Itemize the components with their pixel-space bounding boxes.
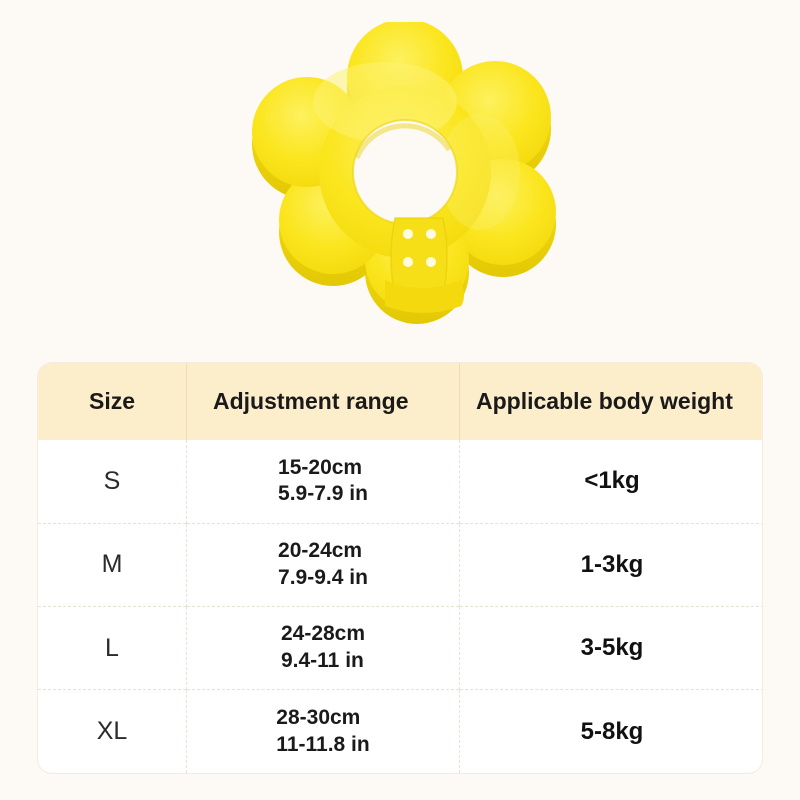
cell-size: M	[38, 523, 187, 606]
size-chart-table-container	[38, 363, 762, 773]
cell-range-in: 9.4-11 in	[280, 649, 364, 673]
table-row	[38, 607, 762, 690]
cell-range-cm: 28-30cm	[276, 705, 361, 729]
cell-adjustment-range	[187, 690, 460, 773]
column-header-size	[38, 363, 187, 440]
column-header-applicable-body-weight	[460, 363, 763, 440]
table-header-row	[38, 363, 762, 440]
table-row	[38, 523, 762, 606]
cell-body-weight: 1-3kg	[460, 523, 763, 606]
cell-size: L	[38, 607, 187, 690]
cell-range-cm: 24-28cm	[280, 622, 366, 646]
column-header-applicable-body-weight-label: Applicable body weight	[476, 388, 733, 414]
cell-range-in: 7.9-9.4 in	[278, 565, 368, 589]
cell-range-in: 11-11.8 in	[276, 732, 370, 756]
table-header	[38, 363, 762, 440]
cell-adjustment-range	[187, 523, 460, 606]
cell-range-in: 5.9-7.9 in	[278, 482, 368, 506]
column-header-adjustment-range	[187, 363, 460, 440]
cell-adjustment-range	[187, 440, 460, 523]
column-header-adjustment-range-label: Adjustment range	[213, 388, 409, 414]
cell-body-weight: 5-8kg	[460, 690, 763, 773]
cell-range-cm: 15-20cm	[278, 455, 363, 479]
cell-body-weight: <1kg	[584, 467, 640, 495]
cell-size: XL	[38, 690, 187, 773]
flower-collar-image	[245, 22, 565, 327]
flower-collar-icon	[245, 22, 565, 327]
size-chart-table	[38, 363, 762, 773]
table-row	[38, 440, 762, 523]
product-image-area	[0, 0, 800, 355]
cell-range-cm: 20-24cm	[278, 539, 363, 562]
column-header-size-label: Size	[88, 388, 136, 414]
cell-adjustment-range	[187, 607, 460, 690]
table-row	[38, 690, 762, 773]
table-body	[38, 440, 762, 773]
cell-body-weight: 3-5kg	[460, 607, 763, 690]
cell-size: S	[38, 440, 187, 523]
